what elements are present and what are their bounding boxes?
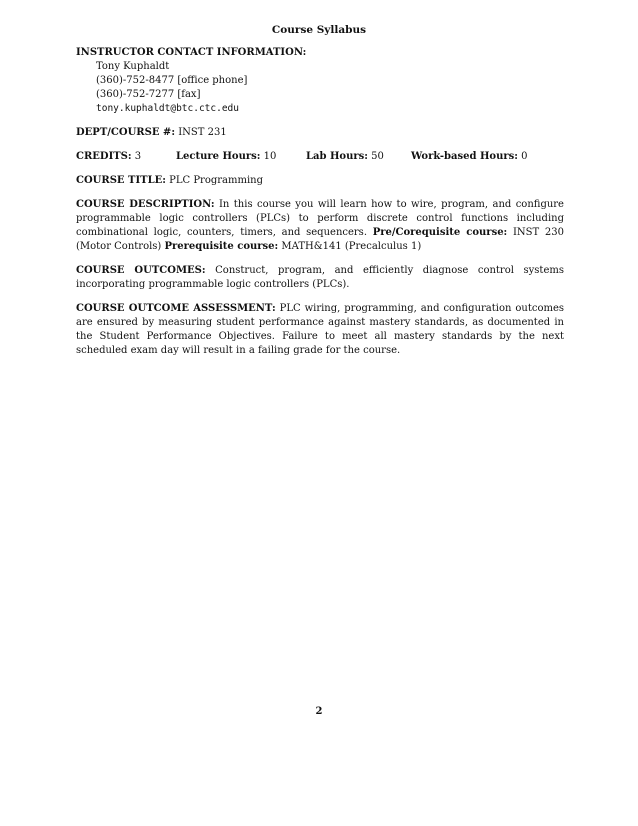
- lecture-hours-label: Lecture Hours:: [176, 151, 261, 162]
- prereq-label: Prerequisite course:: [164, 241, 279, 252]
- credits-cell: [76, 150, 176, 164]
- course-outcomes-text: Construct, program, and efficiently diagnose control systems incorporating programmable logic controllers (PLCs).: [76, 265, 564, 290]
- work-hours-cell: [411, 150, 561, 164]
- credits-row: [76, 150, 564, 164]
- lecture-hours-cell: [176, 150, 306, 164]
- course-title-section: [76, 174, 564, 188]
- course-outcome-assessment-label: COURSE OUTCOME ASSESSMENT:: [76, 303, 276, 314]
- credits-value: 3: [134, 151, 142, 162]
- dept-course-section: [76, 126, 564, 140]
- work-hours-label: Work-based Hours:: [411, 151, 518, 162]
- instructor-office-phone: (360)-752-8477 [office phone]: [96, 75, 248, 86]
- course-description-text: In this course you will learn how to wire, program, and configure programmable logic controllers (PLCs) to perform discrete control functions including combinational logic, counters, timers, and sequencers.: [76, 199, 564, 238]
- lab-hours-label: Lab Hours:: [306, 151, 368, 162]
- lab-hours-value: 50: [371, 151, 384, 162]
- instructor-name: Tony Kuphaldt: [96, 61, 170, 72]
- course-outcomes-label: COURSE OUTCOMES:: [76, 265, 206, 276]
- course-title-label: COURSE TITLE:: [76, 175, 166, 186]
- course-description-section: [76, 198, 564, 254]
- instructor-email: tony.kuphaldt@btc.ctc.edu: [96, 103, 239, 114]
- dept-course-label: DEPT/COURSE #:: [76, 127, 176, 138]
- course-title-value: PLC Programming: [169, 175, 264, 186]
- prereq-co-value: INST 230 (Motor Controls): [76, 227, 564, 252]
- credits-label: CREDITS:: [76, 151, 132, 162]
- prereq-value: MATH&141 (Precalculus 1): [281, 241, 422, 252]
- prereq-co-label: Pre/Corequisite course:: [372, 227, 508, 238]
- course-outcome-assessment-text: PLC wiring, programming, and configuration outcomes are ensured by measuring student performance against mastery standards, as documented in the Student Performance Objectives. Failure to meet all mastery standards by the next scheduled exam day will result in a failing grade for the course.: [76, 303, 564, 356]
- course-outcomes-section: [76, 264, 564, 292]
- instructor-heading: INSTRUCTOR CONTACT INFORMATION:: [76, 47, 307, 58]
- page-header-title: Course Syllabus: [271, 24, 367, 36]
- course-description-label: COURSE DESCRIPTION:: [76, 199, 215, 210]
- lab-hours-cell: [306, 150, 411, 164]
- work-hours-value: 0: [521, 151, 528, 162]
- dept-course-value: INST 231: [178, 127, 227, 138]
- course-outcome-assessment-section: [76, 302, 564, 358]
- syllabus-content: [76, 46, 564, 368]
- instructor-section: [76, 46, 564, 116]
- instructor-fax: (360)-752-7277 [fax]: [96, 89, 201, 100]
- page-number: 2: [315, 706, 323, 717]
- lecture-hours-value: 10: [263, 151, 277, 162]
